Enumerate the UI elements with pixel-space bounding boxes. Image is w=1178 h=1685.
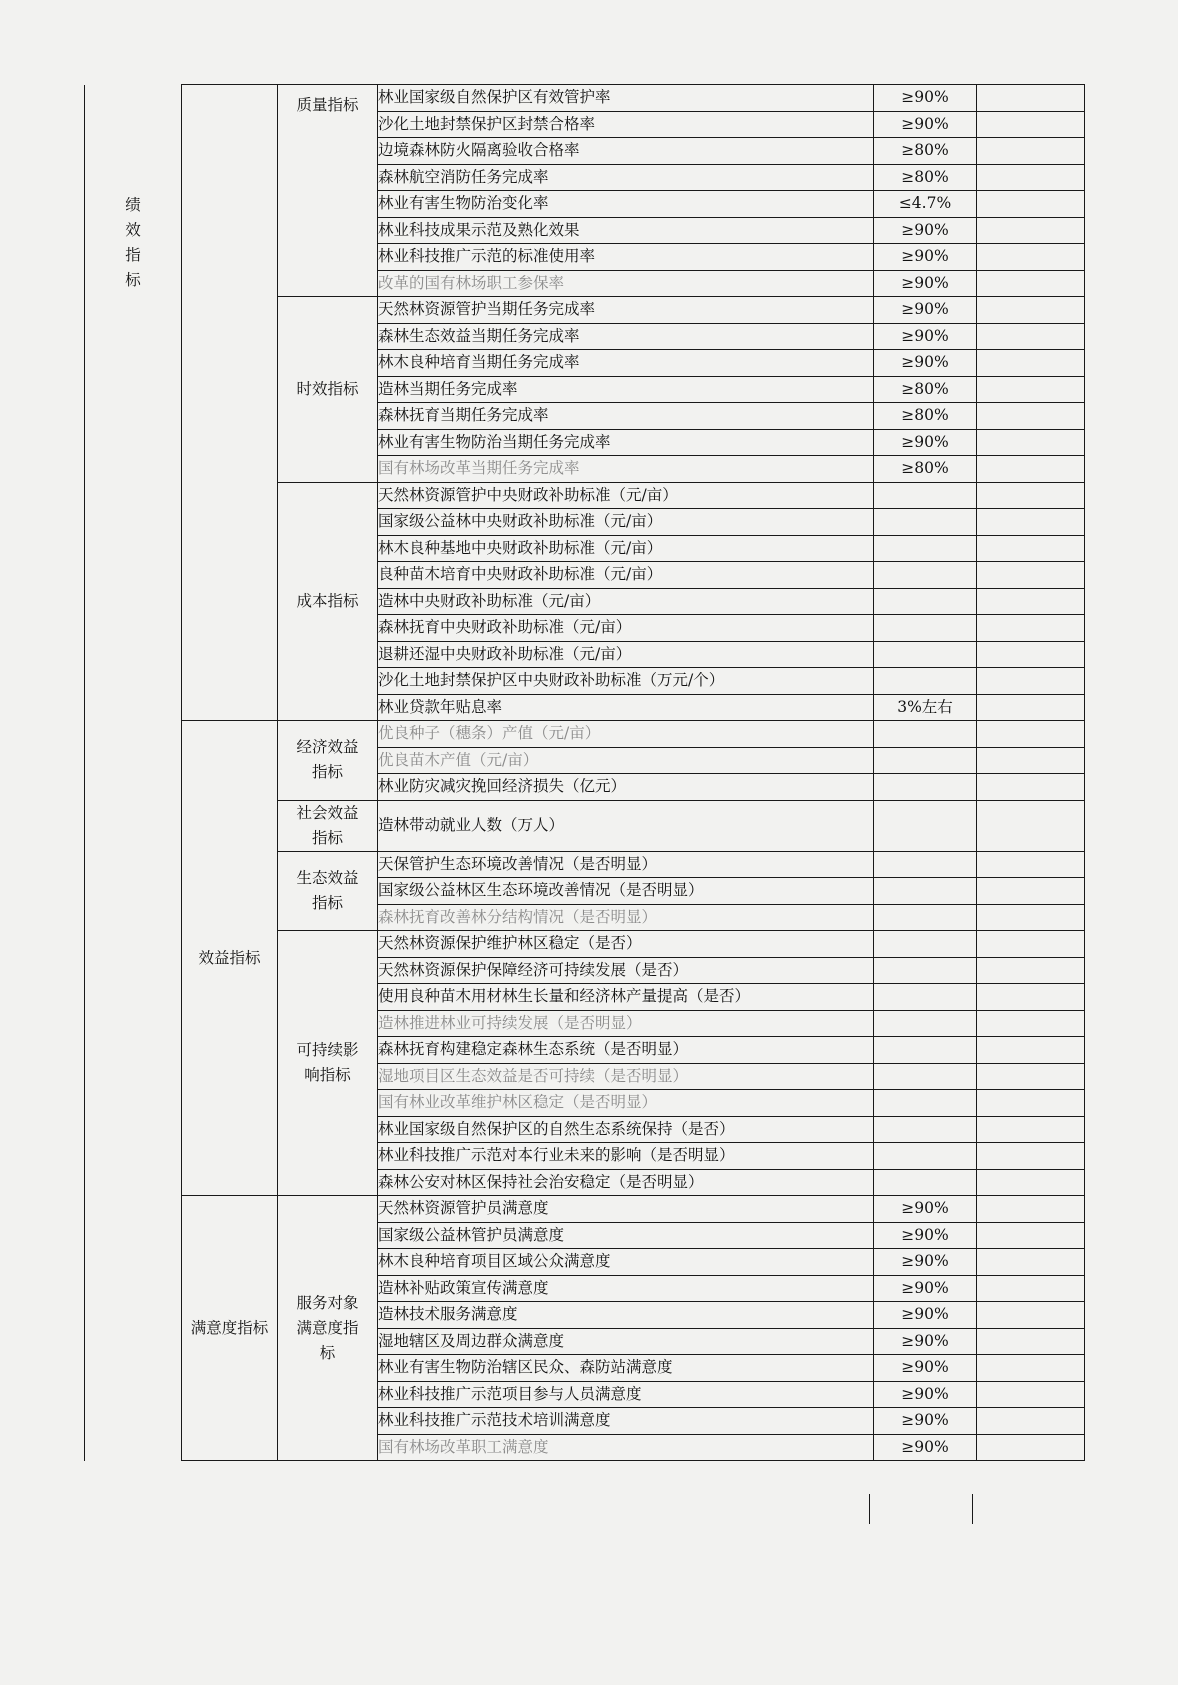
- indicator-target-value: ≥80%: [874, 138, 977, 165]
- indicator-actual-value: [977, 376, 1085, 403]
- indicator-name: 林业有害生物防治辖区民众、森防站满意度: [378, 1355, 874, 1382]
- indicator-target-value: ≥90%: [874, 1408, 977, 1435]
- indicator-target-value: ≥90%: [874, 85, 977, 112]
- indicator-name: 森林抚育构建稳定森林生态系统（是否明显）: [378, 1037, 874, 1064]
- indicator-target-value: ≥90%: [874, 1302, 977, 1329]
- indicator-target-value: ≥90%: [874, 1222, 977, 1249]
- level3-label: [278, 482, 378, 721]
- indicator-actual-value: [977, 1063, 1085, 1090]
- table-tail-line-left: [869, 1494, 870, 1524]
- indicator-target-value: [874, 878, 977, 905]
- indicator-target-value: ≥90%: [874, 1434, 977, 1461]
- indicator-actual-value: [977, 721, 1085, 748]
- level1-text: 绩效指标: [125, 195, 141, 289]
- indicator-name: 林木良种基地中央财政补助标准（元/亩）: [378, 535, 874, 562]
- indicator-actual-value: [977, 615, 1085, 642]
- indicator-target-value: ≥90%: [874, 323, 977, 350]
- indicator-name: 天然林资源保护维护林区稳定（是否）: [378, 931, 874, 958]
- indicator-name: 林业国家级自然保护区有效管护率: [378, 85, 874, 112]
- indicator-name: 森林抚育改善林分结构情况（是否明显）: [378, 904, 874, 931]
- indicator-actual-value: [977, 1302, 1085, 1329]
- indicator-target-value: ≥90%: [874, 1196, 977, 1223]
- level3-text: 服务对象满意度指标: [296, 1293, 359, 1362]
- indicator-name: 林业有害生物防治变化率: [378, 191, 874, 218]
- indicator-name: 森林抚育当期任务完成率: [378, 403, 874, 430]
- indicator-target-value: ≥90%: [874, 350, 977, 377]
- indicator-actual-value: [977, 217, 1085, 244]
- indicator-target-value: ≥90%: [874, 297, 977, 324]
- indicator-actual-value: [977, 1116, 1085, 1143]
- indicator-target-value: [874, 800, 977, 851]
- indicator-target-value: [874, 668, 977, 695]
- indicator-name: 优良种子（穗条）产值（元/亩）: [378, 721, 874, 748]
- level2-label: 满意度指标: [182, 1196, 278, 1461]
- indicator-target-value: ≥90%: [874, 270, 977, 297]
- indicator-actual-value: [977, 747, 1085, 774]
- indicator-actual-value: [977, 931, 1085, 958]
- indicator-target-value: [874, 1143, 977, 1170]
- indicator-target-value: ≥90%: [874, 244, 977, 271]
- indicator-actual-value: [977, 1249, 1085, 1276]
- indicator-name: 国家级公益林区生态环境改善情况（是否明显）: [378, 878, 874, 905]
- level3-label: [278, 851, 378, 931]
- indicator-actual-value: [977, 482, 1085, 509]
- indicator-actual-value: [977, 800, 1085, 851]
- indicator-name: 林业有害生物防治当期任务完成率: [378, 429, 874, 456]
- indicator-actual-value: [977, 904, 1085, 931]
- level3-label: [278, 297, 378, 483]
- indicator-target-value: ≥90%: [874, 1355, 977, 1382]
- indicator-target-value: [874, 1037, 977, 1064]
- indicator-name: 造林推进林业可持续发展（是否明显）: [378, 1010, 874, 1037]
- level3-text: 质量指标: [296, 96, 359, 114]
- indicator-name: 天然林资源管护中央财政补助标准（元/亩）: [378, 482, 874, 509]
- level3-label: [278, 800, 378, 851]
- indicator-name: 造林技术服务满意度: [378, 1302, 874, 1329]
- indicator-name: 使用良种苗木用材林生长量和经济林产量提高（是否）: [378, 984, 874, 1011]
- indicator-name: 林业国家级自然保护区的自然生态系统保持（是否）: [378, 1116, 874, 1143]
- indicator-target-value: [874, 509, 977, 536]
- level3-text: 时效指标: [296, 379, 359, 398]
- indicator-target-value: [874, 721, 977, 748]
- indicator-target-value: [874, 615, 977, 642]
- indicator-target-value: [874, 931, 977, 958]
- indicator-name: 湿地项目区生态效益是否可持续（是否明显）: [378, 1063, 874, 1090]
- indicator-name: 林业科技推广示范对本行业未来的影响（是否明显）: [378, 1143, 874, 1170]
- level3-text: 成本指标: [296, 591, 359, 610]
- level2-label: 效益指标: [182, 721, 278, 1196]
- indicator-name: 林木良种培育当期任务完成率: [378, 350, 874, 377]
- indicator-name: 林业科技推广示范项目参与人员满意度: [378, 1381, 874, 1408]
- indicator-target-value: ≥80%: [874, 376, 977, 403]
- indicator-actual-value: [977, 984, 1085, 1011]
- indicator-name: 退耕还湿中央财政补助标准（元/亩）: [378, 641, 874, 668]
- indicator-actual-value: [977, 1010, 1085, 1037]
- indicator-name: 天然林资源管护员满意度: [378, 1196, 874, 1223]
- indicator-name: 造林中央财政补助标准（元/亩）: [378, 588, 874, 615]
- indicator-actual-value: [977, 1275, 1085, 1302]
- indicator-actual-value: [977, 85, 1085, 112]
- indicator-actual-value: [977, 851, 1085, 878]
- indicator-target-value: ≥80%: [874, 403, 977, 430]
- level3-label: [278, 85, 378, 297]
- indicator-name: 林业科技成果示范及熟化效果: [378, 217, 874, 244]
- level3-text: 经济效益指标: [296, 738, 359, 782]
- level2-label: [182, 85, 278, 721]
- table-row: [85, 1196, 1085, 1223]
- indicator-target-value: [874, 1116, 977, 1143]
- indicator-target-value: ≥90%: [874, 111, 977, 138]
- indicator-actual-value: [977, 297, 1085, 324]
- indicator-actual-value: [977, 1355, 1085, 1382]
- level3-text: 社会效益指标: [296, 803, 359, 847]
- indicator-target-value: [874, 562, 977, 589]
- indicator-name: 天然林资源管护当期任务完成率: [378, 297, 874, 324]
- indicator-name: 优良苗木产值（元/亩）: [378, 747, 874, 774]
- indicator-name: 国有林场改革当期任务完成率: [378, 456, 874, 483]
- indicator-actual-value: [977, 270, 1085, 297]
- level3-label: [278, 931, 378, 1196]
- indicator-target-value: ≥90%: [874, 217, 977, 244]
- indicator-target-value: [874, 1010, 977, 1037]
- indicator-actual-value: [977, 774, 1085, 801]
- indicator-target-value: ≥90%: [874, 1249, 977, 1276]
- performance-indicator-table: [84, 84, 1085, 1461]
- indicator-actual-value: [977, 1143, 1085, 1170]
- indicator-actual-value: [977, 509, 1085, 536]
- indicator-target-value: ≥90%: [874, 1328, 977, 1355]
- indicator-name: 森林抚育中央财政补助标准（元/亩）: [378, 615, 874, 642]
- indicator-target-value: [874, 984, 977, 1011]
- indicator-target-value: [874, 1169, 977, 1196]
- indicator-actual-value: [977, 694, 1085, 721]
- indicator-actual-value: [977, 1090, 1085, 1117]
- indicator-actual-value: [977, 323, 1085, 350]
- indicator-name: 国家级公益林中央财政补助标准（元/亩）: [378, 509, 874, 536]
- indicator-actual-value: [977, 1169, 1085, 1196]
- indicator-target-value: ≤4.7%: [874, 191, 977, 218]
- indicator-actual-value: [977, 957, 1085, 984]
- indicator-name: 造林带动就业人数（万人）: [378, 800, 874, 851]
- indicator-name: 天然林资源保护保障经济可持续发展（是否）: [378, 957, 874, 984]
- indicator-name: 林木良种培育项目区域公众满意度: [378, 1249, 874, 1276]
- indicator-name: 造林当期任务完成率: [378, 376, 874, 403]
- indicator-target-value: [874, 588, 977, 615]
- indicator-actual-value: [977, 535, 1085, 562]
- table-row: [85, 721, 1085, 748]
- level3-label: [278, 721, 378, 801]
- indicator-target-value: 3%左右: [874, 694, 977, 721]
- indicator-target-value: [874, 747, 977, 774]
- indicator-name: 国有林场改革职工满意度: [378, 1434, 874, 1461]
- level3-text: 生态效益指标: [296, 868, 359, 912]
- indicator-actual-value: [977, 244, 1085, 271]
- indicator-name: 森林公安对林区保持社会治安稳定（是否明显）: [378, 1169, 874, 1196]
- indicator-actual-value: [977, 1381, 1085, 1408]
- indicator-actual-value: [977, 668, 1085, 695]
- indicator-name: 森林航空消防任务完成率: [378, 164, 874, 191]
- table-tail-line-right: [972, 1494, 973, 1524]
- indicator-target-value: [874, 957, 977, 984]
- level1-label: [85, 85, 182, 1461]
- indicator-actual-value: [977, 138, 1085, 165]
- table-row: [85, 85, 1085, 112]
- level3-label: [278, 1196, 378, 1461]
- indicator-name: 林业防灾减灾挽回经济损失（亿元）: [378, 774, 874, 801]
- indicator-actual-value: [977, 1196, 1085, 1223]
- indicator-name: 国有林业改革维护林区稳定（是否明显）: [378, 1090, 874, 1117]
- indicator-name: 天保管护生态环境改善情况（是否明显）: [378, 851, 874, 878]
- indicator-actual-value: [977, 456, 1085, 483]
- indicator-name: 森林生态效益当期任务完成率: [378, 323, 874, 350]
- indicator-target-value: [874, 641, 977, 668]
- indicator-name: 良种苗木培育中央财政补助标准（元/亩）: [378, 562, 874, 589]
- indicator-target-value: [874, 904, 977, 931]
- indicator-actual-value: [977, 1328, 1085, 1355]
- indicator-actual-value: [977, 1222, 1085, 1249]
- indicator-name: 边境森林防火隔离验收合格率: [378, 138, 874, 165]
- indicator-actual-value: [977, 562, 1085, 589]
- indicator-target-value: ≥90%: [874, 1381, 977, 1408]
- indicator-actual-value: [977, 164, 1085, 191]
- indicator-target-value: ≥80%: [874, 456, 977, 483]
- indicator-name: 林业科技推广示范技术培训满意度: [378, 1408, 874, 1435]
- indicator-actual-value: [977, 403, 1085, 430]
- indicator-actual-value: [977, 111, 1085, 138]
- indicator-name: 改革的国有林场职工参保率: [378, 270, 874, 297]
- indicator-actual-value: [977, 878, 1085, 905]
- indicator-target-value: ≥90%: [874, 1275, 977, 1302]
- indicator-actual-value: [977, 350, 1085, 377]
- indicator-name: 林业贷款年贴息率: [378, 694, 874, 721]
- indicator-name: 沙化土地封禁保护区中央财政补助标准（万元/个）: [378, 668, 874, 695]
- indicator-target-value: [874, 1063, 977, 1090]
- indicator-name: 林业科技推广示范的标准使用率: [378, 244, 874, 271]
- indicator-target-value: ≥90%: [874, 429, 977, 456]
- indicator-actual-value: [977, 1037, 1085, 1064]
- indicator-name: 国家级公益林管护员满意度: [378, 1222, 874, 1249]
- indicator-actual-value: [977, 588, 1085, 615]
- indicator-target-value: [874, 851, 977, 878]
- indicator-target-value: [874, 535, 977, 562]
- indicator-target-value: [874, 774, 977, 801]
- indicator-actual-value: [977, 191, 1085, 218]
- indicator-actual-value: [977, 641, 1085, 668]
- indicator-actual-value: [977, 429, 1085, 456]
- indicator-actual-value: [977, 1434, 1085, 1461]
- indicator-name: 造林补贴政策宣传满意度: [378, 1275, 874, 1302]
- indicator-target-value: [874, 482, 977, 509]
- level3-text: 可持续影响指标: [296, 1041, 359, 1084]
- indicator-actual-value: [977, 1408, 1085, 1435]
- indicator-target-value: [874, 1090, 977, 1117]
- indicator-name: 沙化土地封禁保护区封禁合格率: [378, 111, 874, 138]
- indicator-name: 湿地辖区及周边群众满意度: [378, 1328, 874, 1355]
- indicator-target-value: ≥80%: [874, 164, 977, 191]
- table-body: [85, 85, 1085, 1461]
